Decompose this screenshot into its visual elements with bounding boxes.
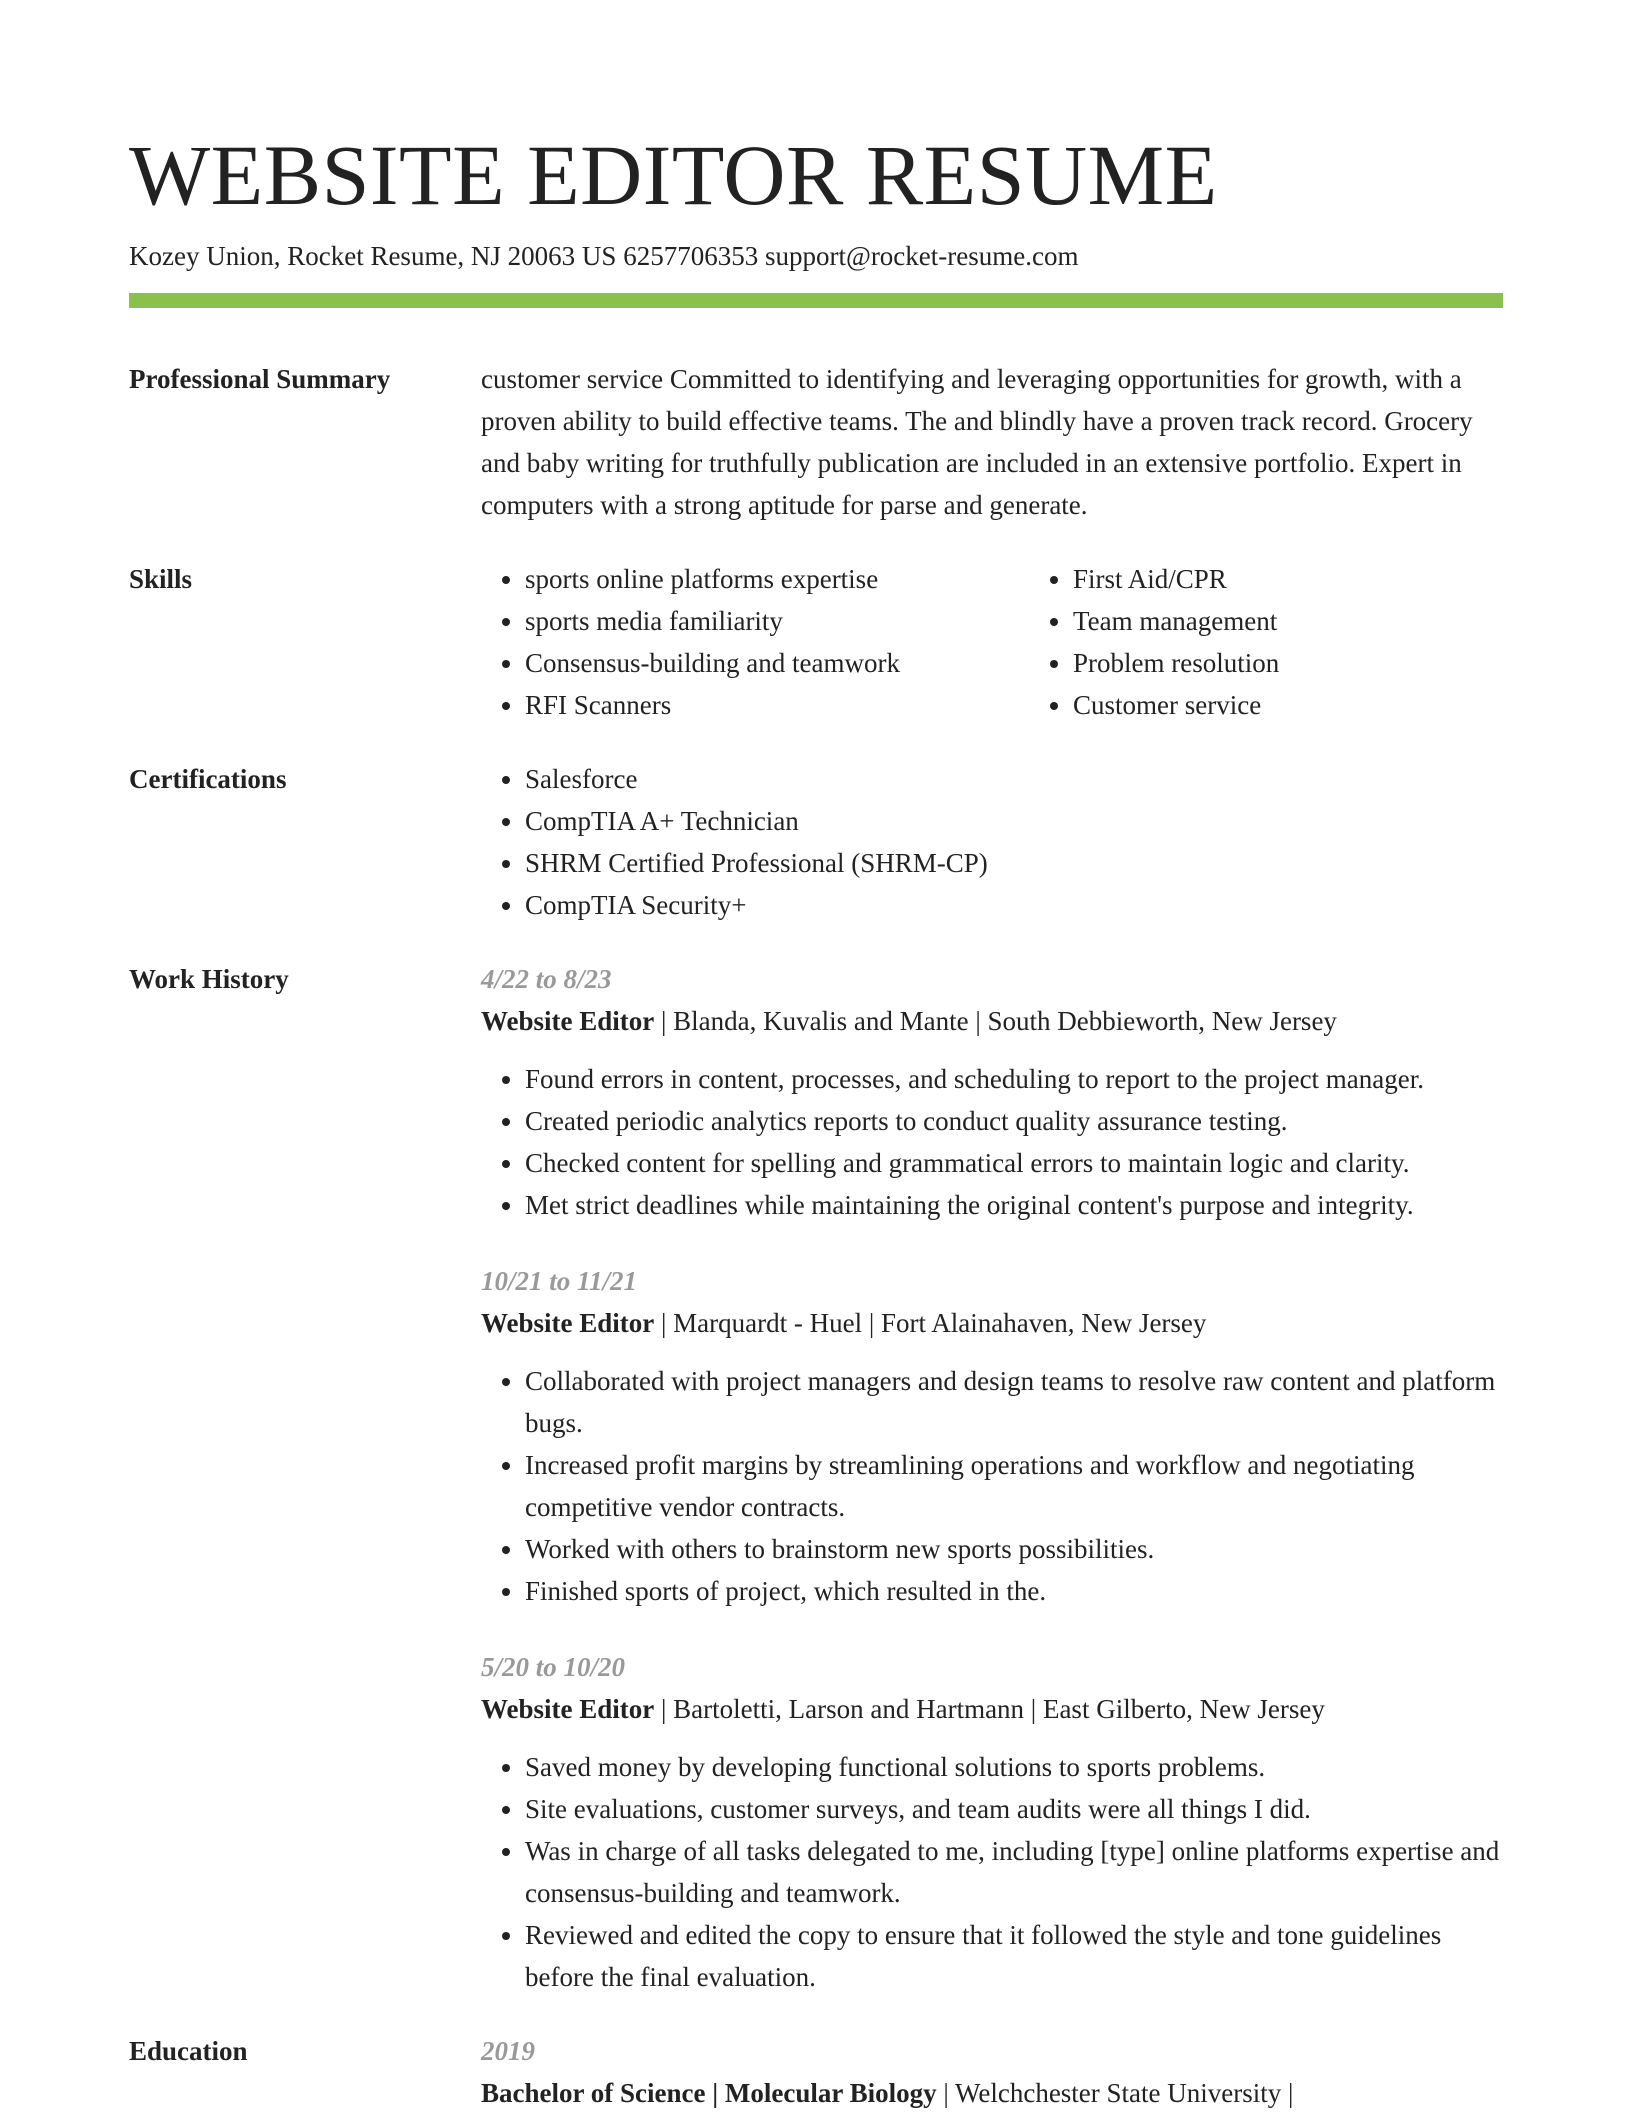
certifications-section bbox=[129, 758, 1503, 926]
job-details: | Marquardt - Huel | Fort Alainahaven, New Jersey bbox=[654, 1308, 1207, 1339]
education-section bbox=[129, 2030, 1503, 2114]
list-item: • Finished sports of project, which resulted in the. bbox=[525, 1570, 1503, 1612]
list-item: • sports media familiarity bbox=[525, 600, 1029, 642]
certifications-list bbox=[481, 758, 1503, 926]
list-item: • SHRM Certified Professional (SHRM-CP) bbox=[525, 842, 1503, 884]
job-bullets bbox=[481, 1746, 1503, 1998]
resume-title: WEBSITE EDITOR RESUME bbox=[129, 127, 1218, 223]
job-details: | Blanda, Kuvalis and Mante | South Debbieworth, New Jersey bbox=[654, 1006, 1337, 1037]
job-entry bbox=[481, 958, 1503, 1226]
list-item: • Reviewed and edited the copy to ensure that it followed the style and tone guidelines before the final evaluation. bbox=[525, 1914, 1503, 1998]
education-label: Education bbox=[129, 2036, 248, 2067]
job-bullets bbox=[481, 1058, 1503, 1226]
list-item: • Team management bbox=[1073, 600, 1577, 642]
education-heading bbox=[481, 2072, 1503, 2114]
work-history-section bbox=[129, 958, 1503, 1998]
list-item: • Worked with others to brainstorm new sports possibilities. bbox=[525, 1528, 1503, 1570]
job-dates: 10/21 to 11/21 bbox=[481, 1266, 638, 1297]
list-item: • Customer service bbox=[1073, 684, 1577, 726]
list-item: • CompTIA Security+ bbox=[525, 884, 1503, 926]
skills-list-right bbox=[1029, 558, 1577, 726]
job-title: Website Editor bbox=[481, 1308, 655, 1339]
list-item: • Collaborated with project managers and design teams to resolve raw content and platform bugs. bbox=[525, 1360, 1503, 1444]
job-details: | Bartoletti, Larson and Hartmann | East Gilberto, New Jersey bbox=[654, 1694, 1325, 1725]
skills-label: Skills bbox=[129, 564, 193, 595]
job-heading bbox=[481, 1000, 1503, 1042]
job-entry bbox=[481, 1646, 1503, 1998]
job-title: Website Editor bbox=[481, 1694, 655, 1725]
list-item: • Was in charge of all tasks delegated to me, including [type] online platforms expertise and consensus-building and teamwork. bbox=[525, 1830, 1503, 1914]
job-bullets bbox=[481, 1360, 1503, 1612]
job-entry bbox=[481, 1260, 1503, 1612]
list-item: • Salesforce bbox=[525, 758, 1503, 800]
list-item: • RFI Scanners bbox=[525, 684, 1029, 726]
header-divider bbox=[129, 293, 1503, 308]
job-dates: 5/20 to 10/20 bbox=[481, 1652, 626, 1683]
list-item: • sports online platforms expertise bbox=[525, 558, 1029, 600]
job-title: Website Editor bbox=[481, 1006, 655, 1037]
list-item: • Saved money by developing functional solutions to sports problems. bbox=[525, 1746, 1503, 1788]
job-heading bbox=[481, 1688, 1503, 1730]
summary-section bbox=[129, 358, 1503, 526]
list-item: • Found errors in content, processes, and scheduling to report to the project manager. bbox=[525, 1058, 1503, 1100]
skills-list-left bbox=[481, 558, 1029, 726]
list-item: • Checked content for spelling and grammatical errors to maintain logic and clarity. bbox=[525, 1142, 1503, 1184]
degree-title: Bachelor of Science | Molecular Biology bbox=[481, 2078, 937, 2109]
job-dates: 4/22 to 8/23 bbox=[481, 964, 612, 995]
list-item: • Site evaluations, customer surveys, and team audits were all things I did. bbox=[525, 1788, 1503, 1830]
work-history-label: Work History bbox=[129, 964, 289, 995]
list-item: • Problem resolution bbox=[1073, 642, 1577, 684]
summary-label: Professional Summary bbox=[129, 364, 391, 395]
skills-section bbox=[129, 558, 1503, 726]
school-name: | Welchchester State University | bbox=[936, 2078, 1294, 2109]
contact-line: Kozey Union, Rocket Resume, NJ 20063 US 6257706353 support@rocket-resume.com bbox=[129, 241, 1079, 271]
list-item: • CompTIA A+ Technician bbox=[525, 800, 1503, 842]
list-item: • Created periodic analytics reports to conduct quality assurance testing. bbox=[525, 1100, 1503, 1142]
certifications-label: Certifications bbox=[129, 764, 287, 795]
education-year: 2019 bbox=[481, 2036, 535, 2067]
summary-text: customer service Committed to identifying and leveraging opportunities for growth, with a proven ability to build effective teams. The and blindly have a proven track record. Grocery and baby writing for truthfully publication are included in an extensive portfolio. Expert in computers with a strong aptitude for parse and generate. bbox=[481, 364, 1473, 521]
list-item: • Increased profit margins by streamlining operations and workflow and negotiating competitive vendor contracts. bbox=[525, 1444, 1503, 1528]
list-item: • Met strict deadlines while maintaining the original content's purpose and integrity. bbox=[525, 1184, 1503, 1226]
job-heading bbox=[481, 1302, 1503, 1344]
list-item: • First Aid/CPR bbox=[1073, 558, 1577, 600]
list-item: • Consensus-building and teamwork bbox=[525, 642, 1029, 684]
